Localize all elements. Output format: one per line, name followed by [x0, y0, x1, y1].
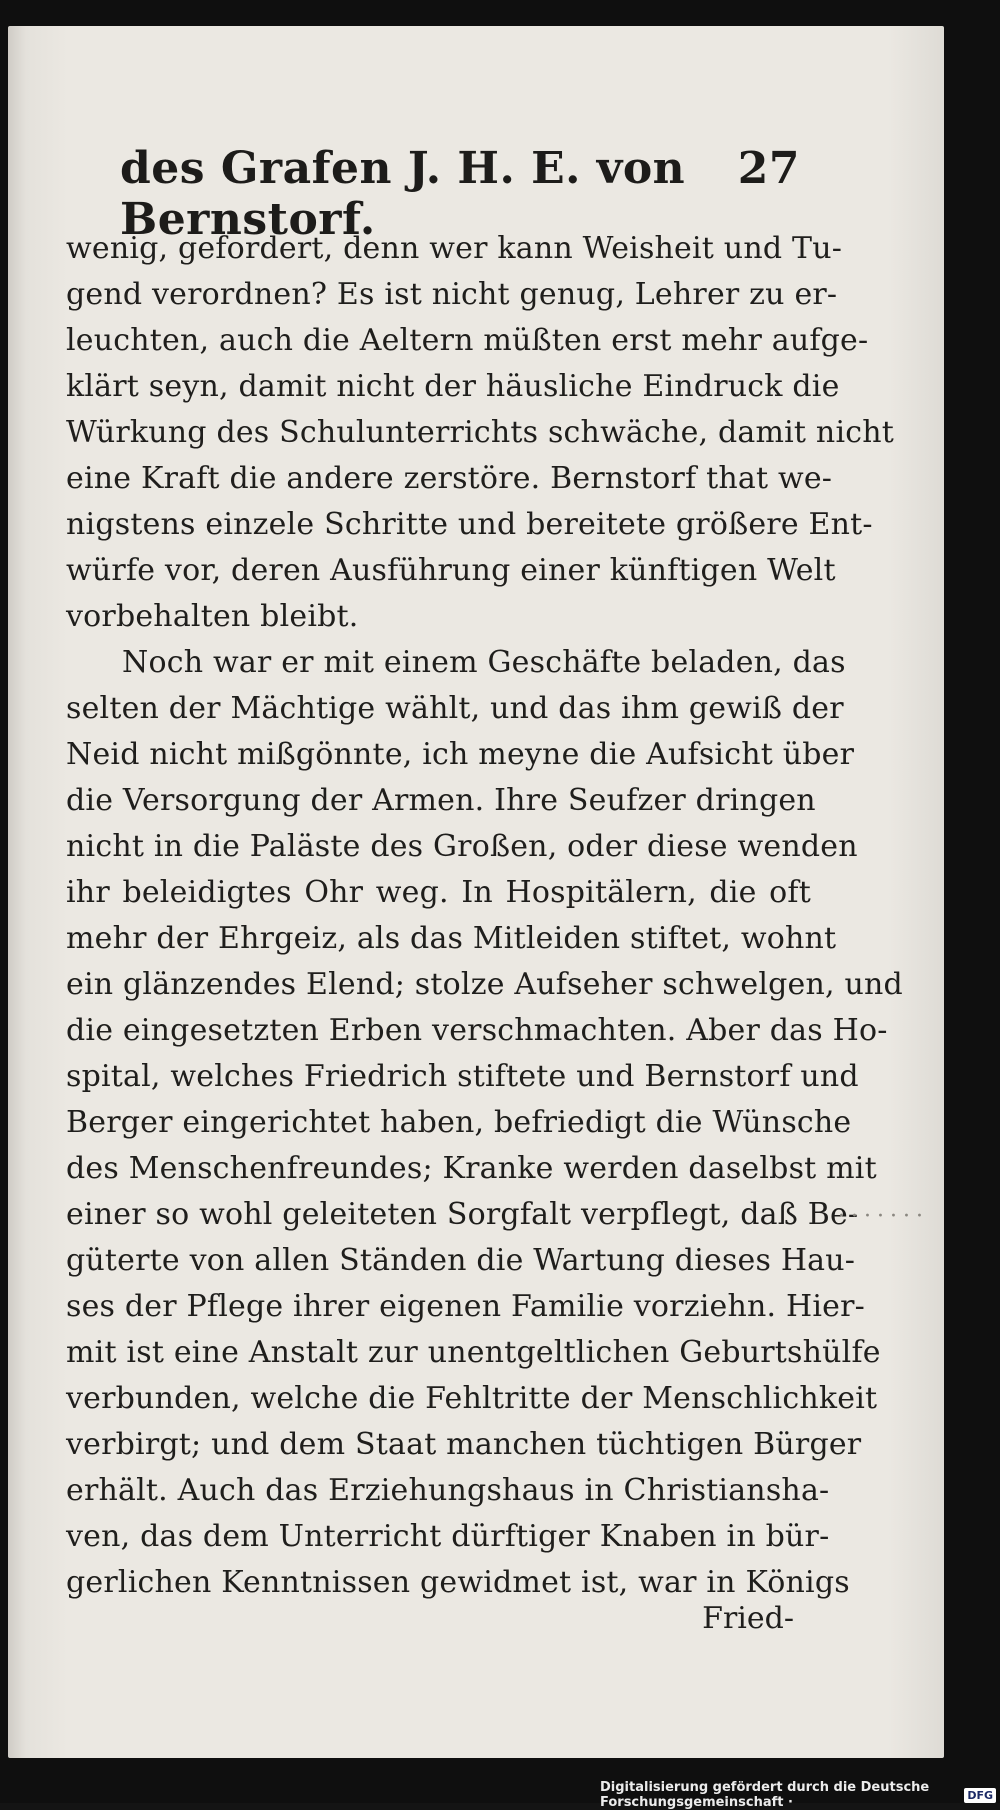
running-title: des Grafen J. H. E. von Bernstorf.	[120, 143, 686, 245]
text-line: eine Kraft die andere zerstöre. Bernstorf that we-	[66, 461, 833, 496]
text-line: ses der Pflege ihrer eigenen Familie vorziehn. Hier-	[66, 1289, 865, 1324]
text-line: wenig, gefordert, denn wer kann Weisheit und Tu-	[66, 231, 843, 266]
text-line: selten der Mächtige wählt, und das ihm gewiß der	[66, 691, 844, 726]
text-line: mehr der Ehrgeiz, als das Mitleiden stiftet, wohnt	[66, 921, 837, 956]
text-line: Noch war er mit einem Geschäfte beladen, das	[122, 645, 846, 680]
text-line: spital, welches Friedrich stiftete und Bernstorf und	[66, 1059, 859, 1094]
footer-credit: Digitalisierung gefördert durch die Deutsche Forschungsgemeinschaft ·	[600, 1780, 930, 1810]
text-line: nigstens einzele Schritte und bereitete größere Ent-	[66, 507, 873, 542]
text-line: Berger eingerichtet haben, befriedigt die Wünsche	[66, 1105, 852, 1140]
text-line: ein glänzendes Elend; stolze Aufseher schwelgen, und	[66, 967, 903, 1002]
text-line: würfe vor, deren Ausführung einer künftigen Welt	[66, 553, 836, 588]
text-line: ihr beleidigtes Ohr weg. In Hospitälern, die oft	[66, 875, 811, 910]
text-line: vorbehalten bleibt.	[66, 599, 359, 634]
text-line: mit ist eine Anstalt zur unentgeltlichen Geburtshülfe	[66, 1335, 881, 1370]
text-line: verbirgt; und dem Staat manchen tüchtigen Bürger	[66, 1427, 862, 1462]
text-line: die eingesetzten Erben verschmachten. Aber das Ho-	[66, 1013, 888, 1048]
text-line: verbunden, welche die Fehltritte der Menschlichkeit	[66, 1381, 878, 1416]
text-line: die Versorgung der Armen. Ihre Seufzer dringen	[66, 783, 816, 818]
margin-dots: ·······	[838, 1204, 929, 1229]
digitization-footer	[600, 1780, 996, 1810]
body-text	[66, 226, 903, 1606]
text-line: ven, das dem Unterricht dürftiger Knaben in bür-	[66, 1519, 830, 1554]
text-line: klärt seyn, damit nicht der häusliche Eindruck die	[66, 369, 840, 404]
text-line: güterte von allen Ständen die Wartung dieses Hau-	[66, 1243, 856, 1278]
text-line: einer so wohl geleiteten Sorgfalt verpflegt, daß Be-	[66, 1197, 859, 1232]
dfg-logo-icon: DFG	[964, 1788, 996, 1803]
text-line: nicht in die Paläste des Großen, oder diese wenden	[66, 829, 858, 864]
text-line: gend verordnen? Es ist nicht genug, Lehrer zu er-	[66, 277, 838, 312]
book-page	[8, 26, 944, 1758]
text-line: leuchten, auch die Aeltern müßten erst mehr aufge-	[66, 323, 869, 358]
text-line: des Menschenfreundes; Kranke werden daselbst mit	[66, 1151, 877, 1186]
text-line: Würkung des Schulunterrichts schwäche, damit nicht	[66, 415, 895, 450]
text-line: Neid nicht mißgönnte, ich meyne die Aufsicht über	[66, 737, 855, 772]
catchword: Fried-	[702, 1601, 794, 1636]
text-line: gerlichen Kenntnissen gewidmet ist, war in Königs	[66, 1565, 850, 1600]
text-line: erhält. Auch das Erziehungshaus in Christiansha-	[66, 1473, 830, 1508]
page-number: 27	[737, 143, 800, 194]
